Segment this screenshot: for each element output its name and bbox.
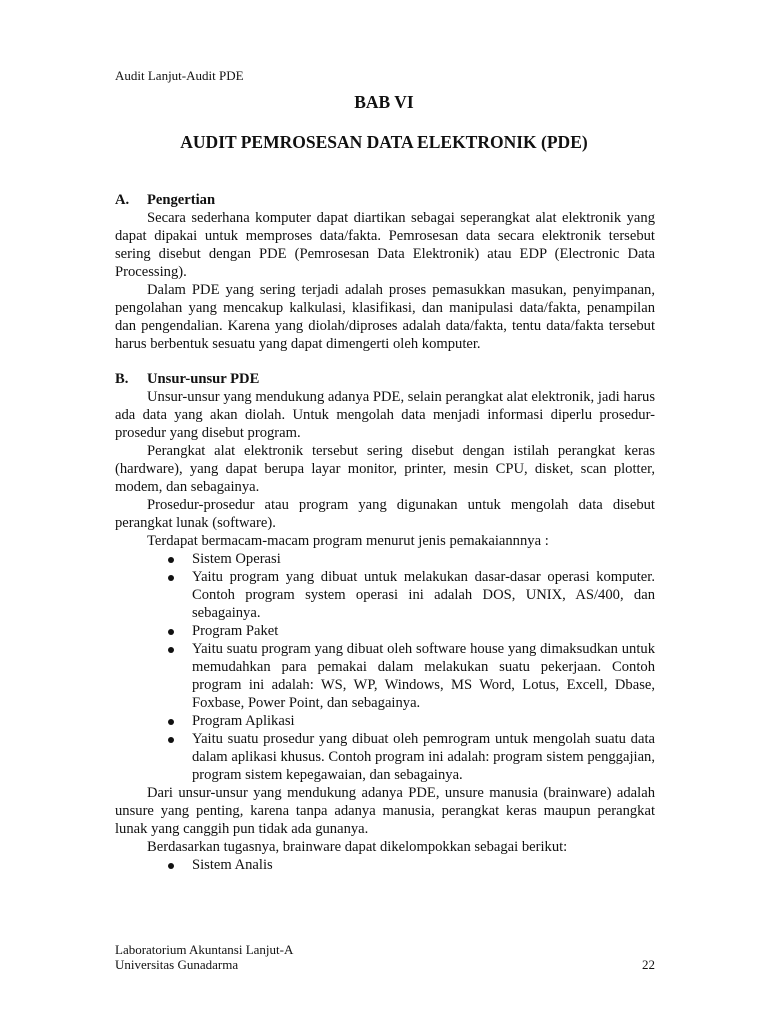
section-b-heading [115, 370, 655, 388]
page-footer [115, 942, 293, 972]
brainware-list [115, 856, 655, 874]
list-item: Program Paket [168, 622, 655, 640]
page-number: 22 [642, 957, 655, 972]
section-b-paragraph-1: Unsur-unsur yang mendukung adanya PDE, selain perangkat alat elektronik, jadi harus ada data yang akan diolah. Untuk mengolah data menjadi informasi diperlu prosedur-prosedur yang disebut program. [115, 389, 655, 441]
section-a-heading [115, 191, 655, 209]
program-type-list [115, 550, 655, 784]
section-b-paragraph-2: Perangkat alat elektronik tersebut sering disebut dengan istilah perangkat keras (hardware), yang dapat berupa layar monitor, printer, mesin CPU, disket, scan plotter, modem, dan sebagainya. [115, 443, 655, 495]
list-item: Sistem Analis [168, 856, 655, 874]
section-a-paragraph-1: Secara sederhana komputer dapat diartikan sebagai seperangkat alat elektronik yang dapat dipakai untuk memproses data/fakta. Pemrosesan data secara elektronik tersebut sering disebut dengan PDE (Pemrosesan Data Elektronik) atau EDP (Electronic Data Processing). [115, 210, 655, 280]
bullet-icon [168, 575, 174, 581]
document-body [115, 191, 655, 874]
footer-line-2: Universitas Gunadarma [115, 957, 239, 972]
footer-line-1: Laboratorium Akuntansi Lanjut-A [115, 942, 294, 957]
section-b-paragraph-6: Berdasarkan tugasnya, brainware dapat dikelompokkan sebagai berikut: [147, 839, 568, 855]
chapter-label: BAB VI [354, 92, 414, 112]
list-item: Yaitu suatu prosedur yang dibuat oleh pemrogram untuk mengolah suatu data dalam aplikasi khusus. Contoh program ini adalah: program sistem penggajian, program sistem kepegawaian, dan sebagainya. [168, 730, 655, 784]
running-header: Audit Lanjut-Audit PDE [115, 68, 244, 83]
list-item: Yaitu program yang dibuat untuk melakukan dasar-dasar operasi komputer. Contoh program system operasi ini adalah DOS, UNIX, AS/400, dan sebagainya. [168, 568, 655, 622]
section-b-letter: B. [115, 371, 129, 387]
list-item: Sistem Operasi [168, 550, 655, 568]
bullet-icon [168, 863, 174, 869]
section-a-title: Pengertian [147, 192, 216, 208]
section-b-paragraph-3: Prosedur-prosedur atau program yang digunakan untuk mengolah data disebut perangkat lunak (software). [115, 497, 655, 531]
section-a-letter: A. [115, 192, 130, 208]
bullet-icon [168, 647, 174, 653]
section-b-paragraph-5: Dari unsur-unsur yang mendukung adanya PDE, unsure manusia (brainware) adalah unsure yang penting, karena tanpa adanya manusia, perangkat keras maupun perangkat lunak yang canggih pun tidak ada gunanya. [115, 785, 655, 837]
section-b-paragraph-4: Terdapat bermacam-macam program menurut jenis pemakaiannnya : [147, 533, 549, 549]
list-item: Yaitu suatu program yang dibuat oleh software house yang dimaksudkan untuk memudahkan para pemakai dalam melakukan suatu pekerjaan. Contoh program ini adalah: WS, WP, Windows, MS Word, Lotus, Excell, Dbase, Foxbase, Power Point, dan sebagainya. [168, 640, 655, 712]
section-b-title: Unsur-unsur PDE [147, 371, 260, 387]
bullet-icon [168, 629, 174, 635]
bullet-icon [168, 719, 174, 725]
list-item: Program Aplikasi [168, 712, 655, 730]
bullet-icon [168, 737, 174, 743]
bullet-icon [168, 557, 174, 563]
chapter-title: AUDIT PEMROSESAN DATA ELEKTRONIK (PDE) [180, 132, 588, 152]
section-a-paragraph-2: Dalam PDE yang sering terjadi adalah proses pemasukkan masukan, penyimpanan, pengolahan yang mencakup kalkulasi, klasifikasi, dan manipulasi data/fakta, penampilan dan pengendalian. Karena yang diolah/diproses adalah data/fakta, tentu data/fakta tersebut harus berbentuk sesuatu yang dapat dimengerti oleh komputer. [115, 282, 655, 352]
